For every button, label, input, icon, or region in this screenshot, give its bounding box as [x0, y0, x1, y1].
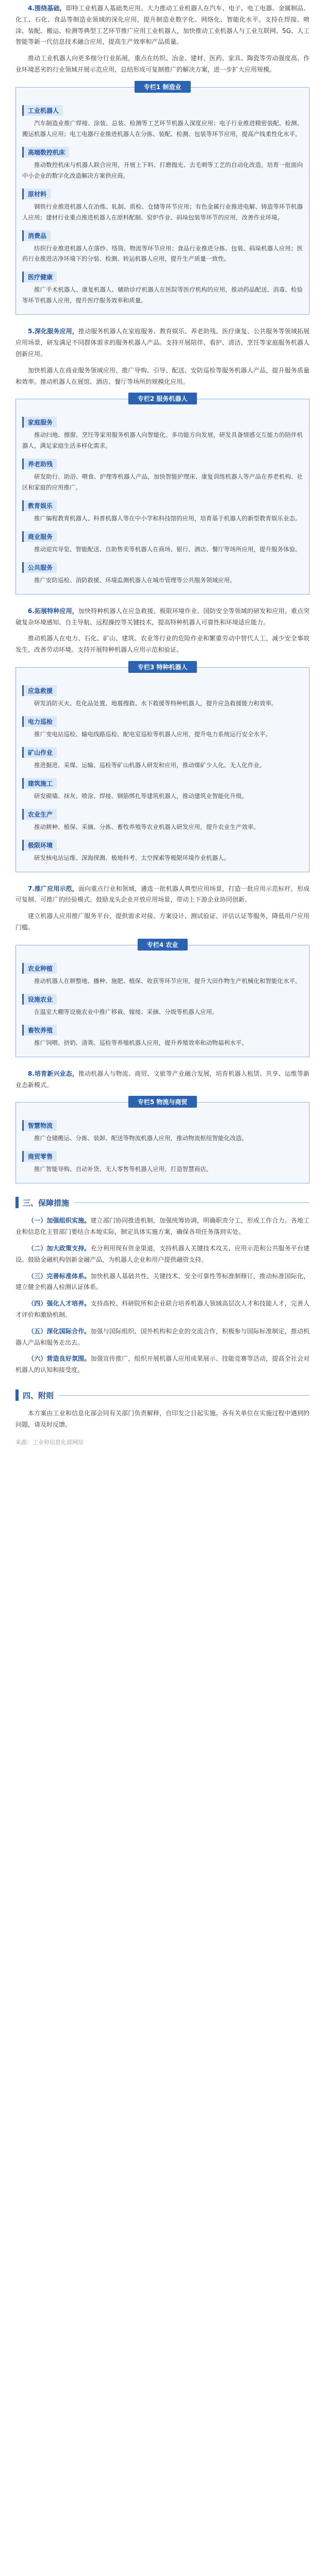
column-paragraph: 推广编程教育机器人、科普机器人等在中小学和科技馆的应用，培育基于机器人的新型教育娱乐业态。 — [34, 515, 301, 522]
column-item — [22, 805, 303, 833]
column-subheading: 智慧物流 — [22, 1120, 57, 1131]
paragraph-lead: 8.培育新兴业态， — [28, 1070, 78, 1077]
column-paragraph: 研发核电站运维、深海探测、极地科考、太空探索等极限环境作业机器人。 — [34, 854, 230, 861]
paragraph-text: 加快机器人在商业服务领域应用，推广导购、引导、配送、安防巡检等服务机器人产品，提升服务质量和效率。推动机器人在展馆、酒店、餐厅等场所的规模化应用。 — [15, 366, 310, 385]
paragraph — [15, 884, 310, 906]
paragraph — [15, 1271, 310, 1294]
column-paragraph: 推广仓储搬运、分拣、装卸、配送等物流机器人应用，推动物流枢纽智能化改造。 — [34, 1134, 248, 1142]
column-paragraph: 研发消防灭火、危化品处置、地震搜救、水下救援等特种机器人，提升应急救援能力和效率。 — [34, 700, 278, 707]
body-section — [15, 606, 310, 656]
column-paragraph: 研发助行、助浴、喂食、护理等机器人产品，加快智能护理床、康复训练机器人等产品在养老机构、社区和家庭的应用推广。 — [22, 473, 303, 492]
column-paragraph: 推动迎宾导览、智能配送、自助售卖等机器人在商场、银行、酒店、餐厅等场所应用，提升服务体验。 — [34, 545, 301, 553]
column-subheading: 极限环境 — [22, 840, 57, 851]
column-subheading: 畜牧养殖 — [22, 1025, 57, 1036]
paragraph-text: 加快机器人基础共性、关键技术、安全可靠性等标准制修订，推动标准国际化，建立健全机器人检测认证体系。 — [15, 1272, 310, 1291]
column-subheading: 消费品 — [22, 230, 51, 241]
column-item — [22, 267, 303, 306]
section-divider — [74, 1202, 310, 1203]
column-paragraph: 汽车制造业推广焊接、涂装、总装、检测等工艺环节机器人深度应用；电子行业推进精密装配、检测、搬运机器人应用；电工电器行业推进机器人在分拣、装配、检测、包装等环节应用，提高产线柔性化水平。 — [22, 119, 303, 138]
column-subheading: 农业生产 — [22, 809, 57, 820]
section-heading — [15, 1389, 310, 1401]
paragraph-text: 本方案由工业和信息化部会同有关部门负责解释，自印发之日起实施。各有关单位在实施过程中遇到的问题，请及时反馈。 — [15, 1410, 310, 1428]
column-paragraph: 推进掘进、采煤、运输、巡检等矿山机器人研发和应用，推动煤矿少人化、无人化作业。 — [34, 761, 266, 769]
paragraph-lead: （四）强化人才培养。 — [28, 1300, 91, 1308]
column-item — [22, 836, 303, 863]
paragraph-lead: （五）深化国际合作。 — [28, 1327, 91, 1335]
column-paragraph: 推动机器人在耕整地、播种、施肥、植保、收获等环节应用，提升大田作物生产机械化和智能化水平。 — [34, 977, 301, 985]
column-item — [22, 558, 303, 586]
column-subheading: 原材料 — [22, 189, 51, 199]
intro-section — [15, 3, 310, 76]
paragraph-text: 推动机器人在电力、石化、矿山、建筑、农业等行业的危险作业和繁重劳动中替代人工，减少安全事故发生，改善劳动环境。支持开展特种机器人应用示范和验证。 — [15, 635, 310, 654]
column-subheading: 教育娱乐 — [22, 500, 57, 511]
column-item — [22, 959, 303, 987]
paragraph-lead: （一）加强组织实施。 — [28, 1217, 91, 1225]
column-item — [22, 712, 303, 740]
column-paragraph: 推广智能导购、自动补货、无人零售等机器人应用，打造智慧商店。 — [34, 1165, 212, 1173]
paragraph-text: 加强宣传推广，组织开展机器人应用成果展示、技能竞赛等活动，提高全社会对机器人的认知和接受度。 — [15, 1355, 310, 1374]
column-body — [15, 945, 310, 1057]
column-paragraph: 推广饲喂、挤奶、清粪、巡检等养殖机器人应用，提升养殖效率和动物福利水平。 — [34, 1039, 248, 1046]
paragraph-text: 加快特种机器人在应急救援、极限环境作业、国防安全等领域的研发和应用。重点突破复杂环境感知、自主导航、远程操控等关键技术，提高特种机器人可靠性和环境适应能力。 — [15, 607, 310, 626]
paragraph — [15, 633, 310, 656]
column-subheading: 应急救援 — [22, 685, 57, 696]
column-item — [22, 1116, 303, 1144]
section-bar — [15, 1389, 19, 1401]
paragraph-lead: 7.推广应用示范， — [28, 885, 78, 892]
column-box-3 — [15, 664, 310, 872]
paragraph — [15, 1298, 310, 1321]
column-subheading: 养老助残 — [22, 459, 57, 469]
paragraph-lead: 4.围绕基础， — [28, 5, 66, 12]
paragraph — [15, 53, 310, 76]
body-section — [15, 326, 310, 387]
column-item — [22, 1147, 303, 1175]
column-item — [22, 1021, 303, 1048]
paragraph — [15, 1353, 310, 1376]
paragraph-lead: 5.深化服务应用， — [28, 328, 78, 335]
column-item — [22, 681, 303, 709]
section-divider — [59, 1395, 310, 1396]
section-title: 四、附则 — [23, 1391, 54, 1400]
column-tag: 专栏2 服务机器人 — [128, 393, 197, 404]
column-item — [22, 774, 303, 802]
paragraph-text: 加强与国际组织、国外机构和企业的交流合作，积极参与国际标准制定，推动机器人产品和服务走出去。 — [15, 1327, 310, 1346]
column-body — [15, 87, 310, 315]
column-paragraph: 钢铁行业推进机器人在冶炼、轧制、质检、仓储等环节应用；有色金属行业推进电解、铸造等环节机器人应用；建材行业重点推进机器人在原料配制、窑炉作业、码垛包装等环节的应用，改善作业环境。 — [22, 202, 303, 221]
paragraph-text: 推动服务机器人在家庭服务、教育娱乐、养老助残、医疗康复、公共服务等领域拓展应用场景，研发满足不同群体需求的服务机器人产品。支持开展陪伴、看护、清洁、烹饪等家庭服务机器人创新应用。 — [15, 328, 310, 358]
column-subheading: 矿山作业 — [22, 747, 57, 758]
column-tag: 专栏1 制造业 — [135, 81, 191, 93]
column-box-2 — [15, 395, 310, 594]
column-body — [15, 1102, 310, 1183]
paragraph-text: 即特工业机器人基础类应用。大力推动工业机器人在汽车、电子、电工电器、金属制品、化工、石化、食品等制造业领域的深化应用，提升制造业数字化、网络化、智能化水平。支持在焊接、喷涂、装配、搬运、检测等典型工艺环节推广应用工业机器人，加快推动工业机器人与工业互联网、5G、人工智能等新一代信息技术融合应用，提高生产效率和产品质量。 — [15, 5, 310, 46]
column-subheading: 家庭服务 — [22, 417, 57, 428]
column-item — [22, 743, 303, 771]
column-subheading: 商业服务 — [22, 531, 57, 542]
column-tag: 专栏3 特种机器人 — [128, 661, 197, 673]
column-item — [22, 226, 303, 265]
paragraph — [15, 1215, 310, 1238]
column-item — [22, 496, 303, 524]
column-item — [22, 454, 303, 493]
column-subheading: 高端数控机床 — [22, 147, 69, 158]
paragraph-text: 建立机器人应用推广服务平台，提供需求对接、方案设计、测试验证、评估认证等服务，降低用户应用门槛。 — [15, 912, 310, 931]
column-paragraph: 推动耕种、植保、采摘、分拣、畜牧养殖等农业机器人研发应用，提升农业生产效率。 — [34, 823, 259, 831]
paragraph — [15, 1243, 310, 1266]
paragraph — [15, 1069, 310, 1091]
column-subheading: 医疗健康 — [22, 272, 57, 282]
column-paragraph: 推广手术机器人、康复机器人、辅助诊疗机器人在医院等医疗机构的应用，推动药品配送、消毒、检验等环节机器人应用，提升医疗服务效率和质量。 — [22, 286, 303, 304]
paragraph — [15, 911, 310, 934]
column-subheading: 电力巡检 — [22, 716, 57, 727]
column-body — [15, 399, 310, 594]
section-bar — [15, 1197, 19, 1208]
column-box-5 — [15, 1098, 310, 1183]
paragraph — [15, 606, 310, 629]
column-paragraph: 推广变电站巡检、输电线路巡检、配电室巡检等机器人应用，提升电力系统运行安全水平。 — [34, 731, 271, 738]
column-paragraph: 推动扫地、擦窗、烹饪等家用服务机器人向智能化、多功能方向发展，研发具备情感交互能力的陪伴机器人，满足家庭生活多样化需求。 — [22, 431, 303, 450]
column-item — [22, 990, 303, 1018]
column-item — [22, 101, 303, 140]
body-section — [15, 884, 310, 934]
paragraph-lead: （二）加大政策支持。 — [28, 1244, 91, 1252]
column-box-1 — [15, 83, 310, 315]
column-subheading: 公共服务 — [22, 562, 57, 573]
column-paragraph: 纺织行业推进机器人在落纱、络筒、物流等环节应用；食品行业推进分拣、包装、码垛机器人应用；医药行业推进洁净环境下的分装、检测、转运机器人应用，提升生产质量一致性。 — [22, 244, 303, 263]
column-tag: 专栏5 物流与商贸 — [128, 1096, 197, 1108]
column-item — [22, 143, 303, 181]
column-subheading: 农业种植 — [22, 963, 57, 974]
column-tag: 专栏4 农业 — [138, 939, 188, 951]
column-subheading: 设施农业 — [22, 994, 57, 1005]
paragraph-lead: （六）营造良好氛围。 — [28, 1355, 91, 1363]
column-body — [15, 667, 310, 872]
paragraph-text: 建立部门协同推进机制，加强统筹协调，明确职责分工，形成工作合力。各地工业和信息化主管部门要结合本地实际，制定具体实施方案，确保各项任务落到实处。 — [15, 1217, 310, 1236]
source-note: 来源：工业和信息化部网站 — [15, 1438, 84, 1446]
column-paragraph: 在温室大棚等设施农业中推广移栽、嫁接、采摘、分级等机器人应用。 — [34, 1008, 218, 1015]
column-item — [22, 184, 303, 223]
column-box-4 — [15, 941, 310, 1057]
column-item — [22, 527, 303, 555]
closing-section — [15, 1408, 310, 1431]
paragraph-text: 面向重点行业和领域，遴选一批机器人典型应用场景，打造一批应用示范标杆，形成可复制、可推广的经验模式。鼓励龙头企业开放应用场景，带动上下游企业协同创新。 — [15, 885, 310, 904]
paragraph — [15, 326, 310, 360]
column-subheading: 工业机器人 — [22, 105, 63, 116]
paragraph — [15, 1408, 310, 1431]
article — [15, 0, 310, 1446]
section-heading — [15, 1197, 310, 1208]
paragraph-lead: 6.拓展特种应用， — [28, 607, 78, 615]
column-paragraph: 推动数控机床与机器人联合应用，开展上下料、打磨抛光、去毛刺等工艺的自动化改造，培育一批面向中小企业的数字化改造解决方案供应商。 — [22, 161, 303, 179]
body-section — [15, 1069, 310, 1091]
column-paragraph: 研发砌墙、抹灰、喷涂、焊接、钢筋绑扎等建筑机器人，推动建筑业智能化升级。 — [34, 792, 248, 800]
column-subheading: 商贸零售 — [22, 1151, 57, 1162]
section-title: 三、保障措施 — [23, 1198, 70, 1208]
column-paragraph: 推广安防巡检、消防救援、环境监测机器人在城市管理等公共服务领域应用。 — [34, 576, 236, 584]
paragraph-text: 支持高校、科研院所和企业联合培养机器人领域高层次人才和技能人才，完善人才评价和激励机制。 — [15, 1300, 310, 1318]
paragraph-lead: （三）完善标准体系。 — [28, 1272, 91, 1280]
measures-section — [15, 1215, 310, 1376]
paragraph-text: 推动机器人与物流、商贸、文旅等产业融合发展，培育机器人租赁、共享、运维等新业态新模式。 — [15, 1070, 310, 1089]
paragraph-text: 推动工业机器人向更多细分行业拓展，重点在纺织、冶金、建材、医药、家具、陶瓷等劳动强度高、作业环境恶劣的行业领域开展示范应用，总结形成可复制推广的解决方案，进一步扩大应用规模。 — [15, 55, 310, 74]
paragraph — [15, 1326, 310, 1349]
paragraph-text: 充分利用现有资金渠道，支持机器人关键技术攻关、应用示范和公共服务平台建设。鼓励金融机构创新金融产品，为机器人企业和用户提供融资支持。 — [15, 1244, 310, 1263]
column-subheading: 建筑施工 — [22, 778, 57, 789]
paragraph — [15, 3, 310, 48]
column-item — [22, 413, 303, 451]
paragraph — [15, 365, 310, 388]
